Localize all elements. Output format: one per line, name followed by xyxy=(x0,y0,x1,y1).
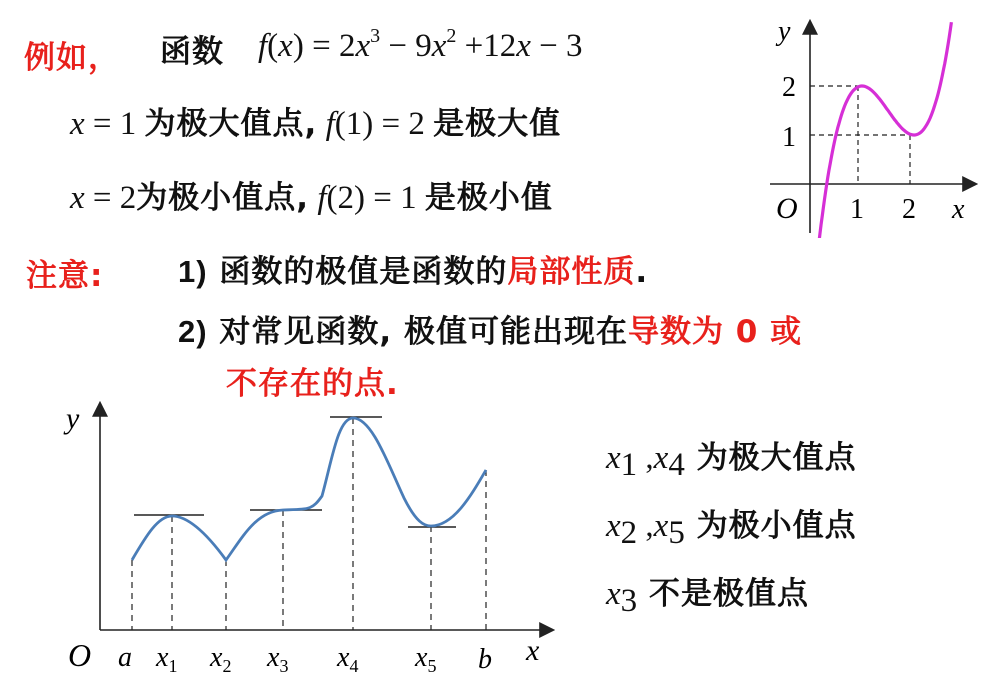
big-origin-label: O xyxy=(68,637,92,673)
big-x-label: x xyxy=(526,634,540,667)
tick-x1: $x_1$ xyxy=(156,642,178,676)
big-y-label: y xyxy=(66,402,80,435)
legend-maxima: $x_1$ $,x_4$ 为极大值点 xyxy=(606,440,857,483)
function-formula: $f(x) = 2x^3 - 9x^2 +12x - 3$ xyxy=(258,25,583,64)
legend-not-extremum: $x_3$ 不是极值点 xyxy=(606,576,809,619)
small-y-label: y xyxy=(778,16,791,47)
small-x-label: x xyxy=(952,194,965,225)
tick-x3: $x_3$ xyxy=(267,642,289,676)
big-x-ticks xyxy=(118,642,492,676)
extrema-illustration-graph xyxy=(60,398,560,688)
sample-curve xyxy=(132,418,486,560)
local-min-line: x = 2为极小值点, f(2) = 1 是极小值 xyxy=(70,180,553,216)
cubic-curve xyxy=(818,22,952,238)
small-x-tick-1: 1 xyxy=(850,194,864,225)
tick-b: b xyxy=(478,644,492,675)
small-y-tick-2: 2 xyxy=(782,72,796,103)
local-max-line: x = 1 为极大值点, f(1) = 2 是极大值 xyxy=(70,106,562,142)
function-word: 函数 xyxy=(160,34,224,70)
tick-x4: $x_4$ xyxy=(337,642,359,676)
note-item-2: 2) 对常见函数, 极值可能出现在导数为 0 或 xyxy=(178,314,803,350)
note-item-1: 1) 函数的极值是函数的局部性质. xyxy=(178,254,649,290)
legend-minima: $x_2$ $,x_5$ 为极小值点 xyxy=(606,508,857,551)
tick-x5: $x_5$ xyxy=(415,642,437,676)
note-item-2-continued: 不存在的点. xyxy=(226,366,399,402)
tick-x2: $x_2$ xyxy=(210,642,232,676)
example-label: 例如， xyxy=(24,40,120,76)
cubic-function-graph xyxy=(760,8,980,238)
small-x-tick-2: 2 xyxy=(902,194,916,225)
note-label: 注意: xyxy=(26,258,104,294)
small-y-tick-1: 1 xyxy=(782,122,796,153)
small-origin-label: O xyxy=(776,192,798,225)
tick-a: a xyxy=(118,642,132,673)
